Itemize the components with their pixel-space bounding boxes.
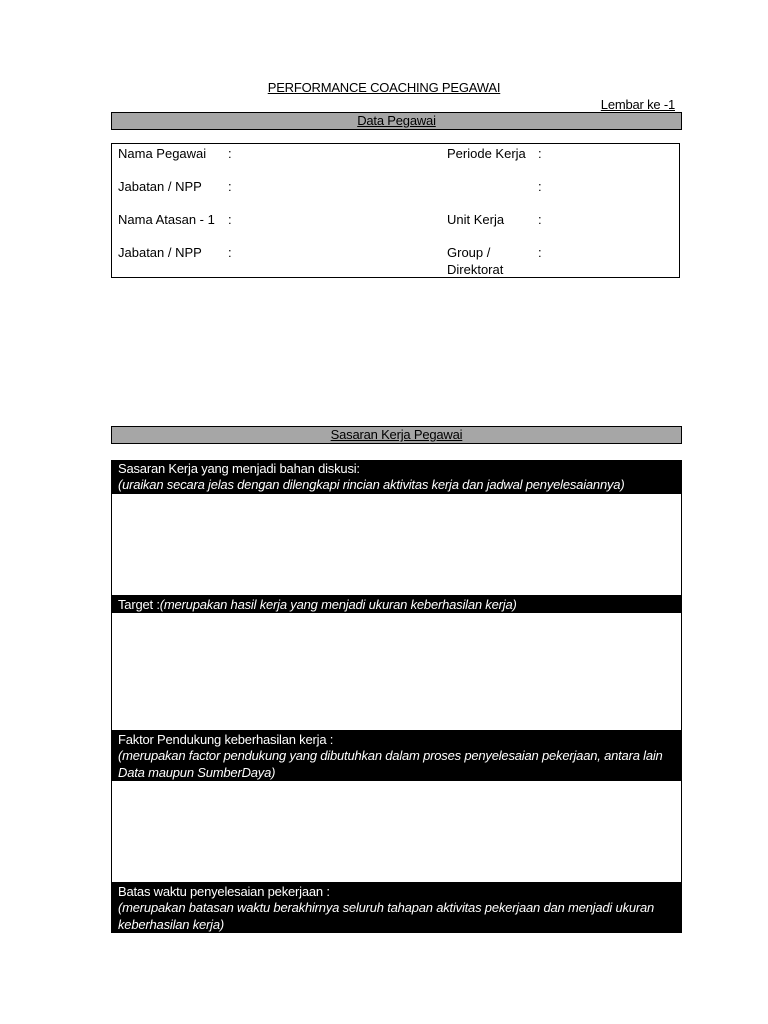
field-colon: : <box>538 179 542 194</box>
field-label-nama-pegawai: Nama Pegawai <box>118 146 207 161</box>
field-colon: : <box>228 212 232 227</box>
field-colon: : <box>538 245 542 260</box>
batas-waktu-header <box>111 882 682 933</box>
field-label-direktorat: Direktorat <box>447 262 504 277</box>
faktor-pendukung-description-line1: (merupakan factor pendukung yang dibutuhkan dalam proses penyelesaian pekerjaan, antara lain <box>118 748 663 763</box>
field-label-jabatan-npp-atasan: Jabatan / NPP <box>118 245 202 260</box>
faktor-pendukung-description-line2: Data maupun SumberDaya) <box>118 765 276 780</box>
document-title: PERFORMANCE COACHING PEGAWAI <box>267 80 501 95</box>
batas-waktu-description-line1: (merupakan batasan waktu berakhirnya seluruh tahapan aktivitas pekerjaan dan menjadi ukuran <box>118 900 655 915</box>
field-colon: : <box>228 146 232 161</box>
sasaran-title: Sasaran Kerja yang menjadi bahan diskusi: <box>118 461 360 476</box>
field-colon: : <box>228 179 232 194</box>
field-label-periode-kerja: Periode Kerja <box>447 146 526 161</box>
target-description: (merupakan hasil kerja yang menjadi ukuran keberhasilan kerja) <box>159 597 517 612</box>
field-label-unit-kerja: Unit Kerja <box>447 212 505 227</box>
field-colon: : <box>228 245 232 260</box>
employee-section-header: Data Pegawai <box>111 112 682 130</box>
field-label-nama-atasan: Nama Atasan - 1 <box>118 212 215 227</box>
target-header <box>111 595 682 613</box>
field-colon: : <box>538 212 542 227</box>
sasaran-input-area[interactable] <box>111 494 682 595</box>
target-input-area[interactable] <box>111 613 682 730</box>
sheet-number: Lembar ke -1 <box>600 97 675 112</box>
sasaran-description: (uraikan secara jelas dengan dilengkapi rincian aktivitas kerja dan jadwal penyelesaiannya) <box>118 477 625 492</box>
target-title: Target : <box>118 597 160 612</box>
batas-waktu-description-line2: keberhasilan kerja) <box>118 917 225 932</box>
sasaran-header <box>111 460 682 494</box>
batas-waktu-title: Batas waktu penyelesaian pekerjaan : <box>118 884 330 899</box>
field-label-group: Group / <box>447 245 491 260</box>
field-label-jabatan-npp: Jabatan / NPP <box>118 179 202 194</box>
faktor-pendukung-title: Faktor Pendukung keberhasilan kerja : <box>118 732 334 747</box>
targets-section-header: Sasaran Kerja Pegawai <box>111 426 682 444</box>
field-colon: : <box>538 146 542 161</box>
faktor-pendukung-input-area[interactable] <box>111 781 682 882</box>
faktor-pendukung-header <box>111 730 682 781</box>
